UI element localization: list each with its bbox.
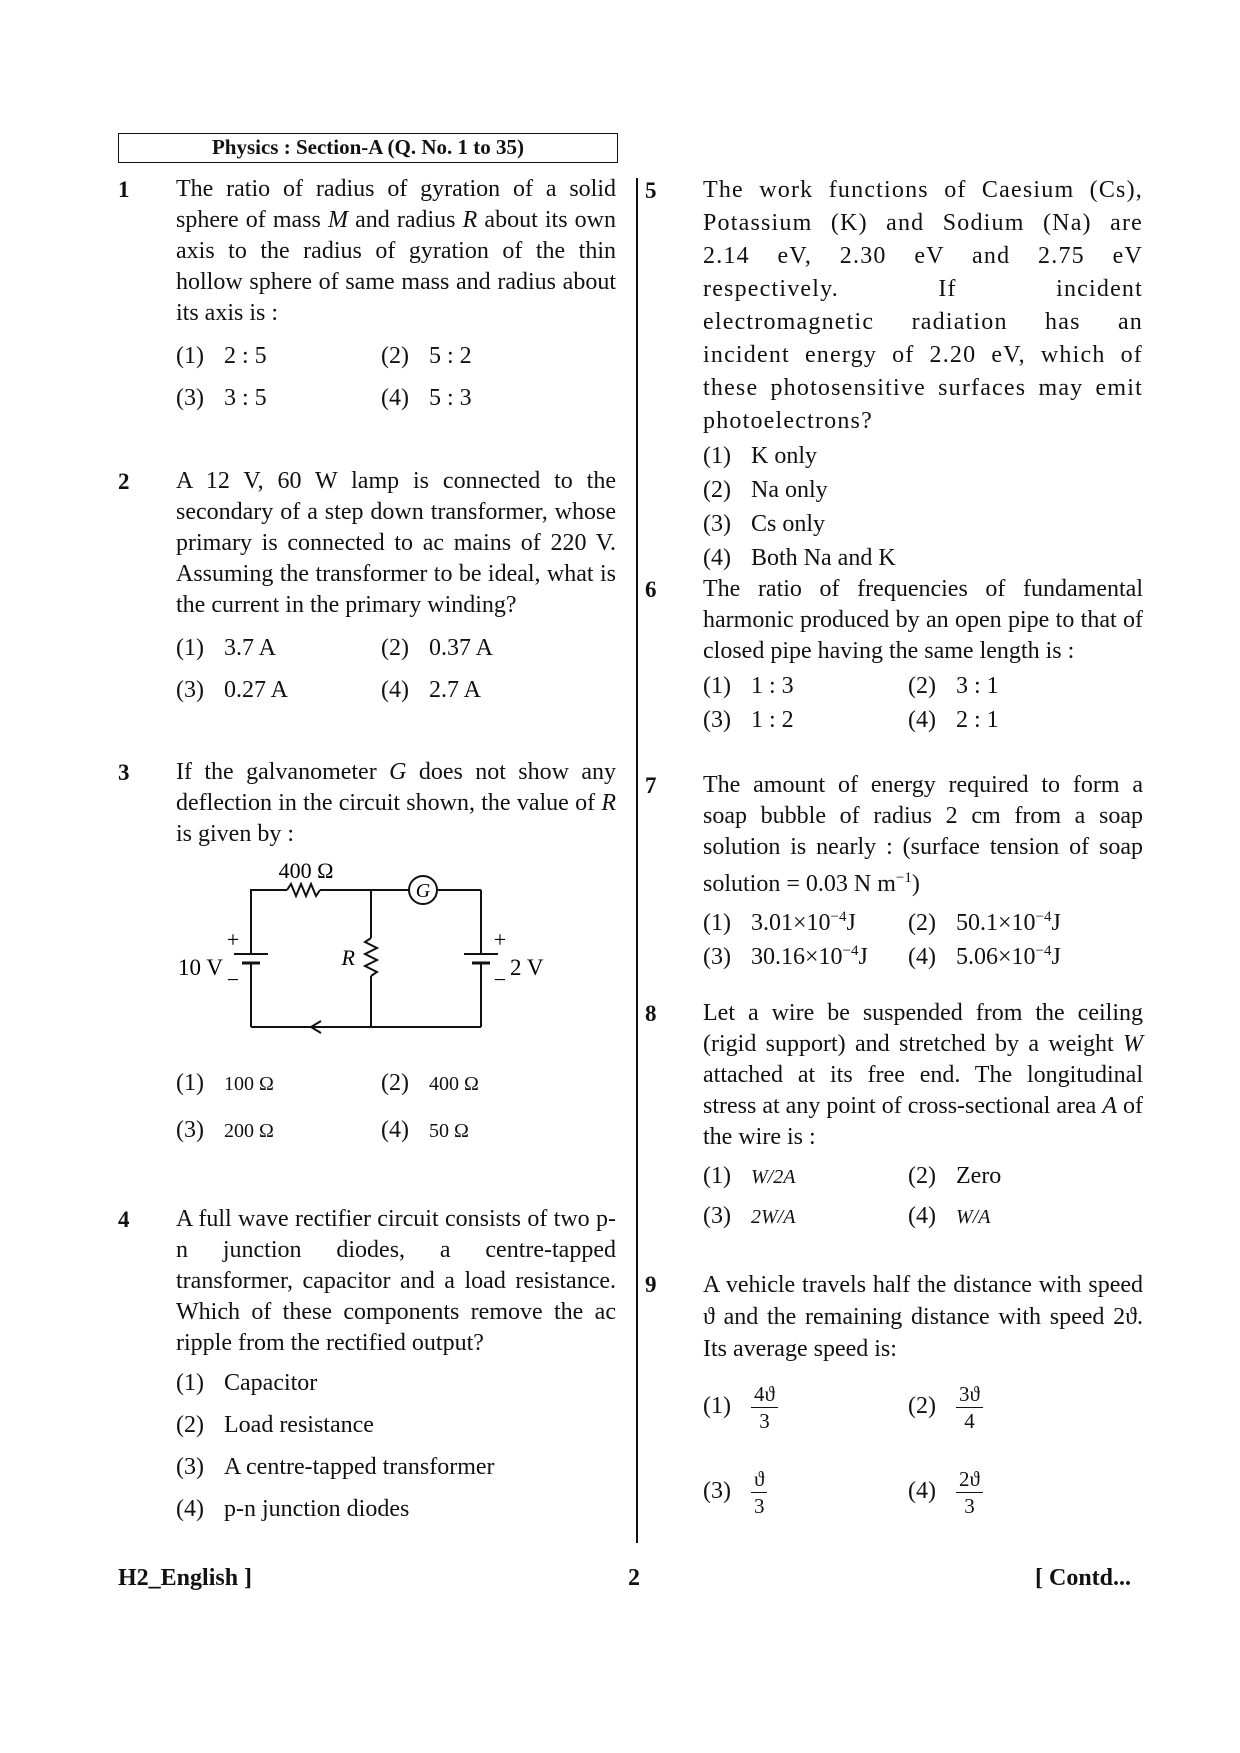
right-battery-label: 2 V xyxy=(510,955,544,980)
option-2[interactable]: (2) 5 : 2 xyxy=(381,343,472,369)
option-1[interactable]: (1) 1 : 3 xyxy=(703,673,794,699)
question-text: Let a wire be suspended from the ceiling (rigid support) and stretched by a weight W attached at its free end. The longitudinal stress at any point of cross-sectional area A of the wire is : xyxy=(703,1000,1143,1150)
footer-page-number: 2 xyxy=(628,1565,640,1591)
question-number: 7 xyxy=(645,773,657,798)
option-3[interactable]: (3) Cs only xyxy=(703,511,826,537)
question-number: 5 xyxy=(645,178,657,203)
left-battery-plus: + xyxy=(226,927,240,952)
question-3 xyxy=(118,757,616,850)
option-1[interactable]: (1) 2 : 5 xyxy=(176,343,267,369)
question-number: 6 xyxy=(645,577,657,602)
option-1[interactable]: (1) $3.01\times 10^{-4}J$ xyxy=(703,909,856,936)
fraction: $\frac{ϑ}{3}$ xyxy=(751,1466,767,1519)
question-5 xyxy=(645,174,1143,576)
galvanometer-label: G xyxy=(415,880,431,902)
option-2[interactable]: (2) Load resistance xyxy=(176,1412,374,1438)
option-4[interactable]: (4) 50 Ω xyxy=(381,1117,469,1143)
option-4[interactable]: (4) $\frac{2ϑ}{3}$ xyxy=(908,1466,983,1519)
option-2[interactable]: (2) $\frac{3ϑ}{4}$ xyxy=(908,1381,983,1434)
options xyxy=(703,1381,1143,1531)
question-4 xyxy=(118,1204,616,1536)
footer-paper-code: H2_English ] xyxy=(118,1565,253,1591)
options xyxy=(703,440,1143,576)
option-3[interactable]: (3) A centre-tapped transformer xyxy=(176,1454,495,1480)
circuit-diagram xyxy=(165,858,565,1045)
option-4[interactable]: (4) 2 : 1 xyxy=(908,707,999,733)
resistor-400-label: 400 Ω xyxy=(278,858,334,883)
option-4[interactable]: (4) 2.7 A xyxy=(381,677,482,703)
question-6 xyxy=(645,574,1143,739)
fraction: $\frac{4ϑ}{3}$ xyxy=(751,1381,778,1434)
options xyxy=(176,341,616,425)
options xyxy=(703,671,1143,739)
option-2[interactable]: (2) $50.1\times 10^{-4}J$ xyxy=(908,909,1061,936)
option-3[interactable]: (3) 200 Ω xyxy=(176,1117,274,1143)
question-number: 4 xyxy=(118,1207,130,1232)
question-text: The work functions of Caesium (Cs), Potassium (K) and Sodium (Na) are 2.14 eV, 2.30 eV and 2.75 eV respectively. If incident electromagnetic radiation has an incident energy of 2.20 eV, which of these photosensitive surfaces may emit photoelectrons? xyxy=(703,177,1143,434)
question-2 xyxy=(118,466,616,717)
footer-contd: [ Contd... xyxy=(1035,1565,1132,1591)
option-1[interactable]: (1) $\frac{4ϑ}{3}$ xyxy=(703,1381,778,1434)
question-text: The ratio of radius of gyration of a solid sphere of mass M and radius R about its own axis to the radius of gyration of the thin hollow sphere of same mass and radius about its axis is : xyxy=(176,176,616,326)
question-number: 3 xyxy=(118,760,130,785)
left-battery-minus: − xyxy=(226,967,240,992)
option-2[interactable]: (2) 400 Ω xyxy=(381,1070,479,1096)
question-text: If the galvanometer G does not show any deflection in the circuit shown, the value of R is given by : xyxy=(176,759,616,847)
fraction: $\frac{3ϑ}{4}$ xyxy=(956,1381,983,1434)
question-text: A 12 V, 60 W lamp is connected to the secondary of a step down transformer, whose primary is connected to ac mains of 220 V. Assuming the transformer to be ideal, what is the current in the primary winding? xyxy=(176,468,616,618)
right-battery-plus: + xyxy=(493,927,507,952)
option-4[interactable]: (4) $5.06\times 10^{-4}J$ xyxy=(908,943,1061,970)
options xyxy=(176,1368,616,1536)
option-1[interactable]: (1) Capacitor xyxy=(176,1370,318,1396)
variable-resistor-label: R xyxy=(341,945,355,970)
right-battery-minus: − xyxy=(493,967,507,992)
question-8 xyxy=(645,998,1143,1237)
option-2[interactable]: (2) Zero xyxy=(908,1163,1002,1189)
column-divider xyxy=(636,178,638,1543)
option-3[interactable]: (3) 2W/A xyxy=(703,1203,796,1229)
question-text: The amount of energy required to form a soap bubble of radius 2 cm from a soap solution is nearly : (surface tension of soap solution = 0.03 N $m^{-1}$) xyxy=(703,772,1143,897)
resistor-400-symbol xyxy=(287,884,320,896)
question-text: The ratio of frequencies of fundamental harmonic produced by an open pipe to that of closed pipe having the same length is : xyxy=(703,576,1143,664)
variable-resistor-symbol xyxy=(365,938,377,976)
option-1[interactable]: (1) W/2A xyxy=(703,1163,796,1189)
option-3[interactable]: (3) $\frac{ϑ}{3}$ xyxy=(703,1466,767,1519)
fraction: $\frac{2ϑ}{3}$ xyxy=(956,1466,983,1519)
option-2[interactable]: (2) 3 : 1 xyxy=(908,673,999,699)
question-text: A vehicle travels half the distance with speed ϑ and the remaining distance with speed 2ϑ. Its average speed is: xyxy=(703,1272,1143,1362)
options xyxy=(703,902,1143,970)
question-1 xyxy=(118,174,616,425)
option-3[interactable]: (3) 0.27 A xyxy=(176,677,289,703)
question-number: 1 xyxy=(118,177,130,202)
question-number: 2 xyxy=(118,469,130,494)
option-4[interactable]: (4) Both Na and K xyxy=(703,545,896,571)
option-1[interactable]: (1) 3.7 A xyxy=(176,635,277,661)
section-title: Physics : Section-A (Q. No. 1 to 35) xyxy=(118,133,618,163)
options xyxy=(176,633,616,717)
option-4[interactable]: (4) W/A xyxy=(908,1203,991,1229)
option-1[interactable]: (1) K only xyxy=(703,443,817,469)
question-9 xyxy=(645,1269,1143,1531)
option-2[interactable]: (2) 0.37 A xyxy=(381,635,494,661)
option-3[interactable]: (3) 1 : 2 xyxy=(703,707,794,733)
question-3-options xyxy=(176,1068,616,1158)
question-7 xyxy=(645,770,1143,970)
option-3[interactable]: (3) 3 : 5 xyxy=(176,385,267,411)
option-4[interactable]: (4) p-n junction diodes xyxy=(176,1496,410,1522)
option-3[interactable]: (3) $30.16\times 10^{-4}J$ xyxy=(703,943,868,970)
question-number: 8 xyxy=(645,1001,657,1026)
left-battery-label: 10 V xyxy=(178,955,223,980)
option-4[interactable]: (4) 5 : 3 xyxy=(381,385,472,411)
options xyxy=(703,1161,1143,1237)
option-2[interactable]: (2) Na only xyxy=(703,477,828,503)
question-number: 9 xyxy=(645,1272,657,1297)
option-1[interactable]: (1) 100 Ω xyxy=(176,1070,274,1096)
question-text: A full wave rectifier circuit consists of two p-n junction diodes, a centre-tapped transformer, capacitor and a load resistance. Which of these components remove the ac ripple from the rectified output? xyxy=(176,1206,616,1356)
